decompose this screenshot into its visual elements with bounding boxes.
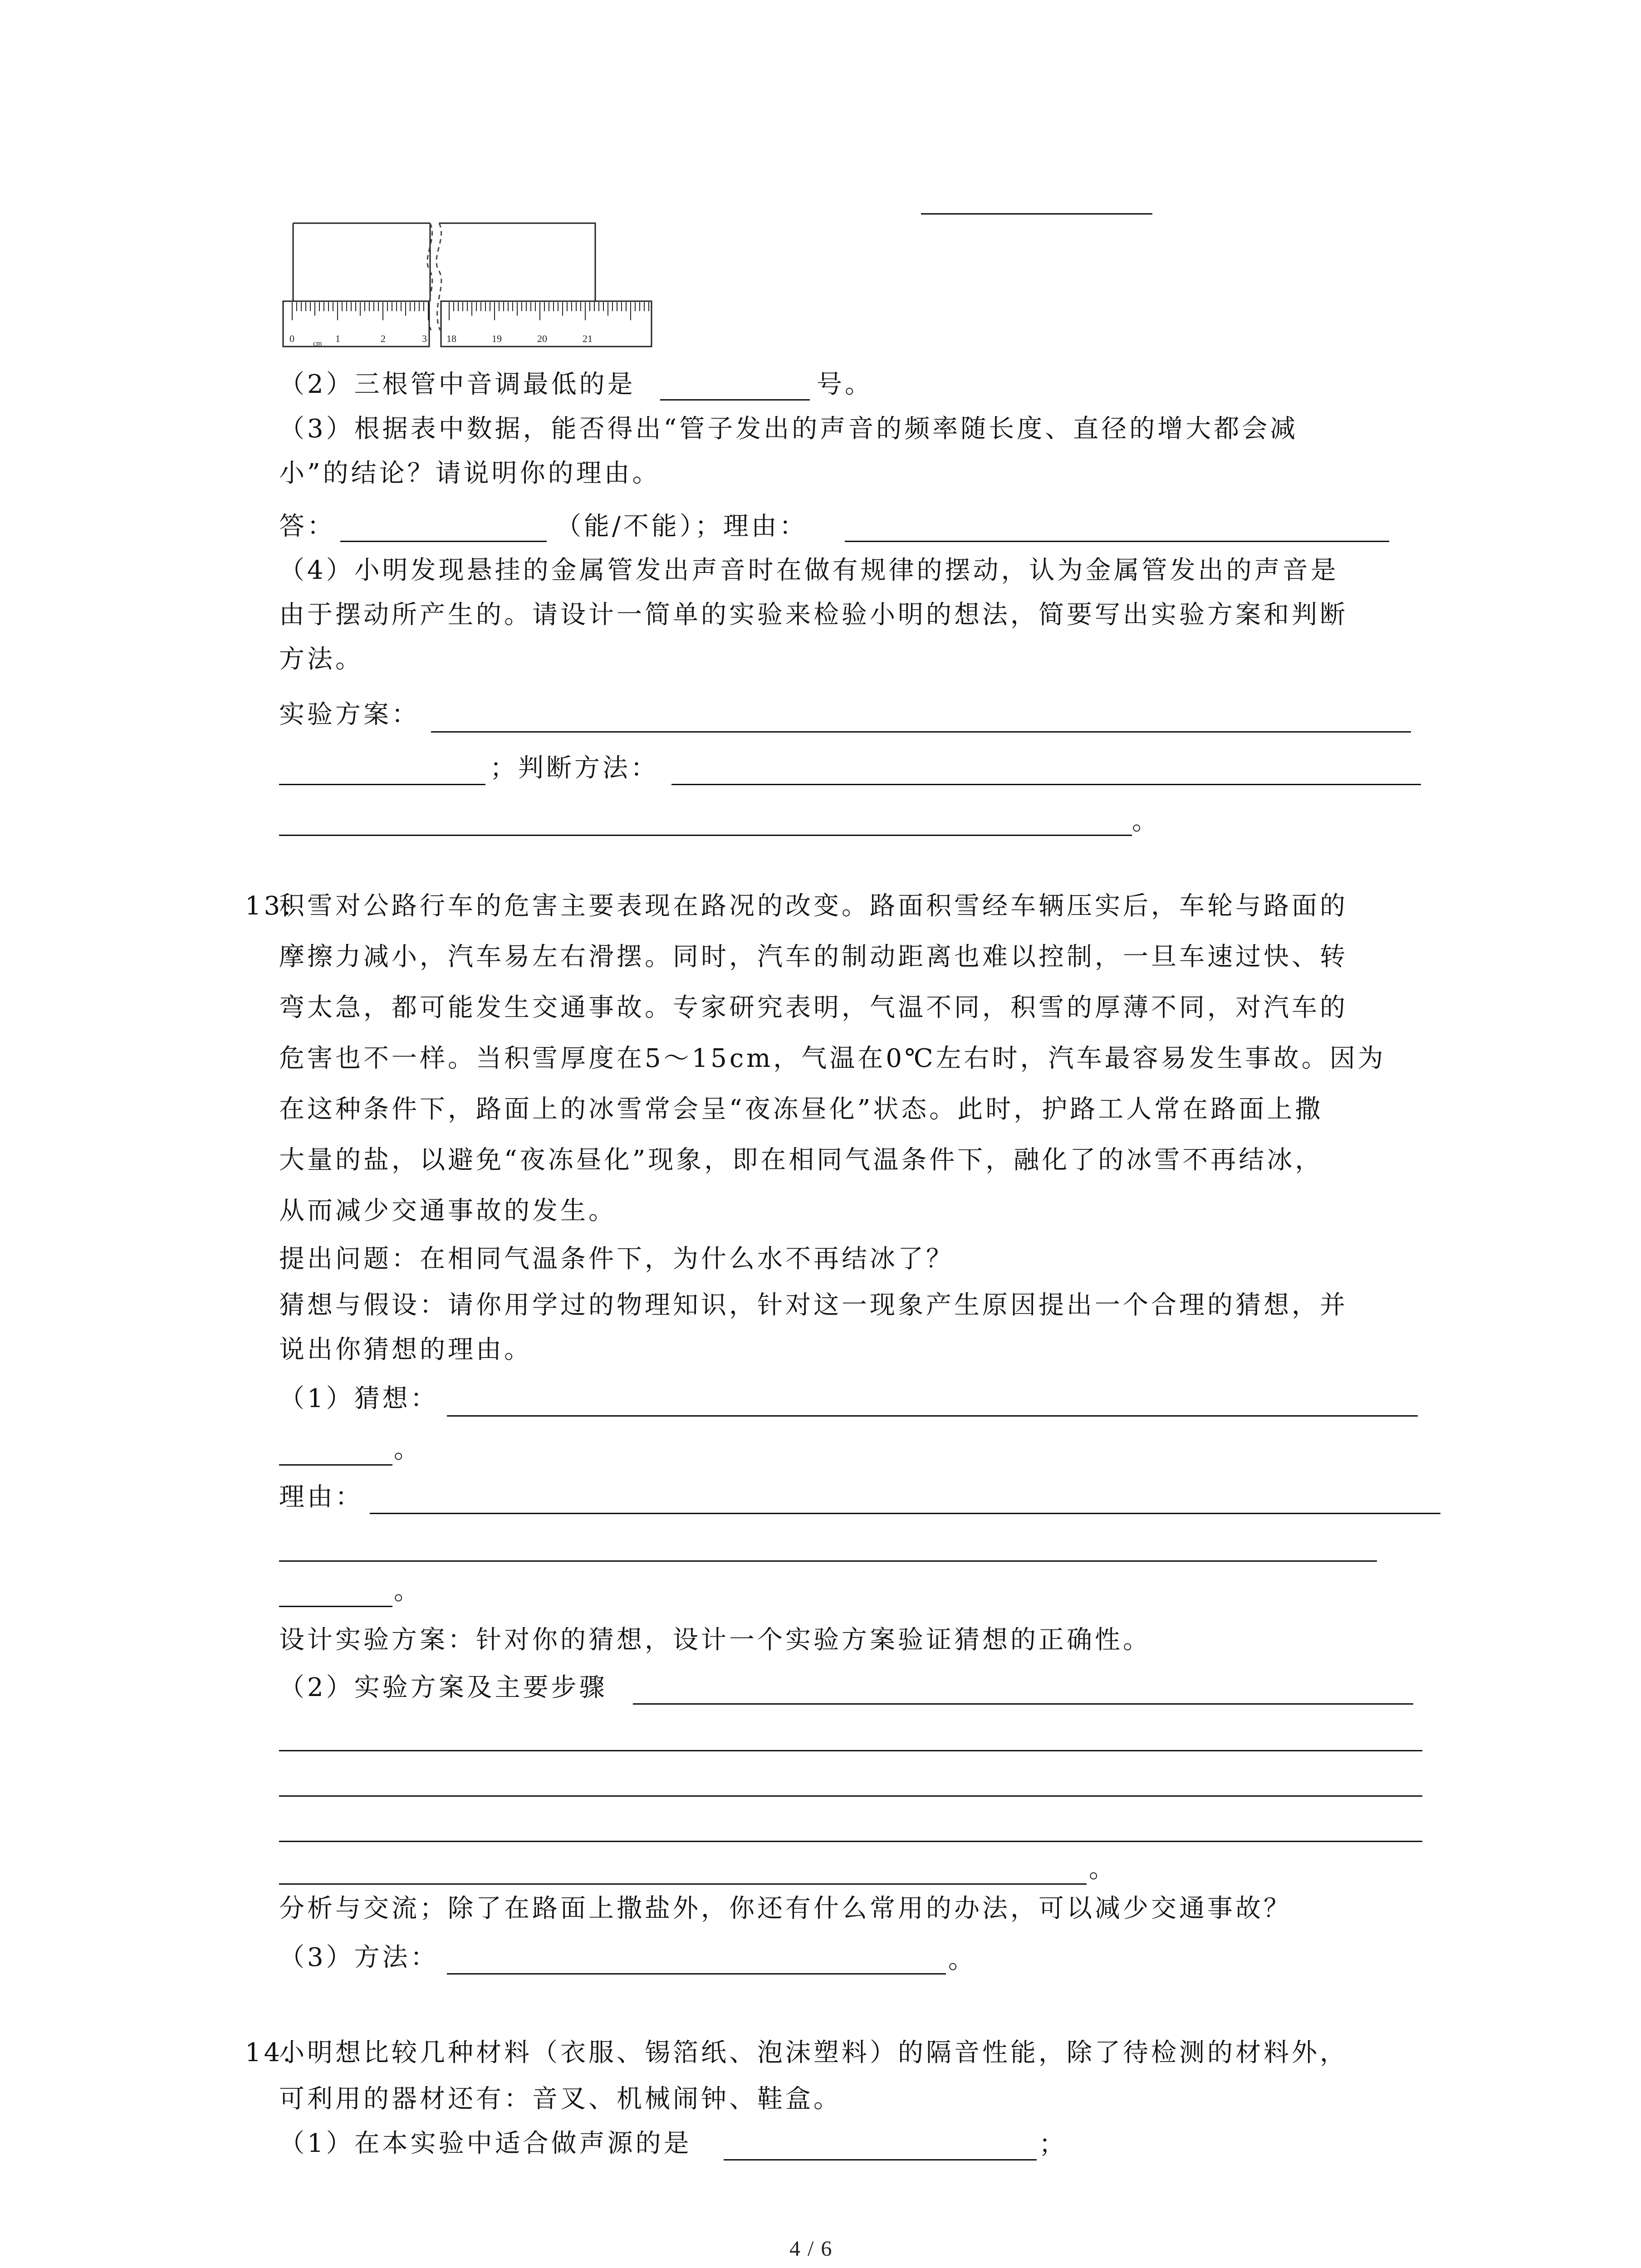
q13-guess-label: （1）猜想：: [279, 1384, 439, 1413]
tick-label-19: 19: [492, 333, 502, 344]
q13-steps-period: 。: [1089, 1854, 1117, 1884]
q13-reason-blank-1[interactable]: [370, 1513, 1440, 1514]
q13-number: 13.: [245, 891, 294, 921]
q12-part3-line1: （3）根据表中数据，能否得出“管子发出的声音的频率随长度、直径的增大都会减: [279, 414, 1298, 444]
tick-label-3: 3: [422, 333, 427, 344]
q14-source-suffix: ；: [1039, 2130, 1067, 2159]
tick-label-21: 21: [583, 333, 593, 344]
q13-stem-line-5: 在这种条件下，路面上的冰雪常会呈“夜冻昼化”状态。此时，护路工人常在路面上撒: [279, 1095, 1323, 1124]
q12-can-cannot-blank[interactable]: [340, 541, 547, 542]
q13-steps-blank-5[interactable]: [279, 1883, 1087, 1885]
q13-steps-blank-4[interactable]: [279, 1841, 1422, 1842]
q12-judge-blank-2[interactable]: [279, 835, 1132, 836]
q12-judge-blank-1[interactable]: [671, 784, 1421, 785]
tick-label-18: 18: [446, 333, 456, 344]
q13-steps-blank-2[interactable]: [279, 1750, 1422, 1751]
q13-stem-line-1: 积雪对公路行车的危害主要表现在路况的改变。路面积雪经车辆压实后，车轮与路面的: [279, 891, 1348, 921]
q13-analysis: 分析与交流；除了在路面上撒盐外，你还有什么常用的办法，可以减少交通事故？: [279, 1894, 1292, 1923]
q13-stem-line-2: 摩擦力减小，汽车易左右滑摆。同时，汽车的制动距离也难以控制，一旦车速过快、转: [279, 942, 1348, 972]
q12-part2: [279, 368, 636, 401]
tick-unit: cm: [313, 340, 322, 347]
q12-part2-prefix: （2）三根管中音调最低的是: [279, 370, 636, 399]
answer-blank-top[interactable]: [921, 213, 1152, 215]
q13-stem-line-6: 大量的盐，以避免“夜冻昼化”现象，即在相同气温条件下，融化了的冰雪不再结冰，: [279, 1145, 1323, 1175]
q13-reason-blank-2[interactable]: [279, 1560, 1377, 1562]
tube-left: [293, 223, 430, 301]
page-number: 4 / 6: [789, 2237, 833, 2261]
q12-part4-line3: 方法。: [279, 645, 363, 674]
q12-answer-mid: （能/不能）；理由：: [556, 512, 808, 541]
q12-plan-blank-2[interactable]: [279, 784, 485, 785]
tick-label-20: 20: [537, 333, 547, 344]
q12-plan-blank-1[interactable]: [431, 731, 1411, 733]
tick-label-0: 0: [289, 333, 294, 344]
q13-method-blank[interactable]: [447, 1973, 946, 1975]
ruler-figure: [277, 217, 658, 353]
q13-reason-blank-3[interactable]: [279, 1606, 392, 1607]
tick-label-2: 2: [381, 333, 386, 344]
q12-reason-blank[interactable]: [845, 541, 1389, 542]
q13-method-label: （3）方法：: [279, 1943, 439, 1972]
q12-part3-line2: 小”的结论？请说明你的理由。: [279, 459, 661, 488]
q13-stem-line-4: 危害也不一样。当积雪厚度在5～15cm，气温在0℃左右时，汽车最容易发生事故。因为: [279, 1044, 1386, 1073]
q13-design: 设计实验方案：针对你的猜想，设计一个实验方案验证猜想的正确性。: [279, 1625, 1151, 1655]
q13-stem-line-3: 弯太急，都可能发生交通事故。专家研究表明，气温不同，积雪的厚薄不同，对汽车的: [279, 993, 1348, 1022]
q13-steps-label: （2）实验方案及主要步骤: [279, 1673, 607, 1702]
q14-source-blank[interactable]: [724, 2159, 1037, 2160]
q13-guess-blank-2[interactable]: [279, 1464, 392, 1466]
q13-reason-label: 理由：: [279, 1482, 363, 1512]
q13-stem-line-7: 从而减少交通事故的发生。: [279, 1196, 617, 1226]
q12-end-period: 。: [1132, 807, 1160, 836]
q12-judge-label: ；判断方法：: [490, 753, 659, 783]
q12-part2-suffix: 号。: [817, 370, 873, 399]
q12-plan-label: 实验方案：: [279, 700, 420, 729]
tube-right: [439, 223, 595, 301]
q12-part2-blank[interactable]: [660, 399, 810, 401]
q13-guess-blank-1[interactable]: [447, 1415, 1418, 1417]
q14-number: 14.: [245, 2038, 294, 2068]
q12-part4-line2: 由于摆动所产生的。请设计一简单的实验来检验小明的想法，简要写出实验方案和判断: [279, 600, 1348, 630]
tick-label-1: 1: [335, 333, 340, 344]
q13-method-period: 。: [948, 1945, 976, 1975]
q13-hypothesis-line-2: 说出你猜想的理由。: [279, 1335, 532, 1364]
q14-line-1: 小明想比较几种材料（衣服、锡箔纸、泡沫塑料）的隔音性能，除了待检测的材料外，: [279, 2038, 1348, 2068]
q14-line-2: 可利用的器材还有：音叉、机械闹钟、鞋盒。: [279, 2084, 842, 2114]
q14-source-label: （1）在本实验中适合做声源的是: [279, 2129, 692, 2158]
q13-steps-blank-3[interactable]: [279, 1795, 1422, 1797]
q13-steps-blank-1[interactable]: [633, 1703, 1413, 1705]
q13-question: 提出问题：在相同气温条件下，为什么水不再结冰了？: [279, 1244, 954, 1274]
q13-reason-period: 。: [394, 1576, 422, 1606]
q13-guess-period: 。: [394, 1435, 422, 1464]
q12-answer-label: 答：: [279, 512, 335, 541]
q13-hypothesis-line-1: 猜想与假设：请你用学过的物理知识，针对这一现象产生原因提出一个合理的猜想，并: [279, 1290, 1348, 1320]
q12-part4-line1: （4）小明发现悬挂的金属管发出声音时在做有规律的摆动，认为金属管发出的声音是: [279, 556, 1339, 585]
